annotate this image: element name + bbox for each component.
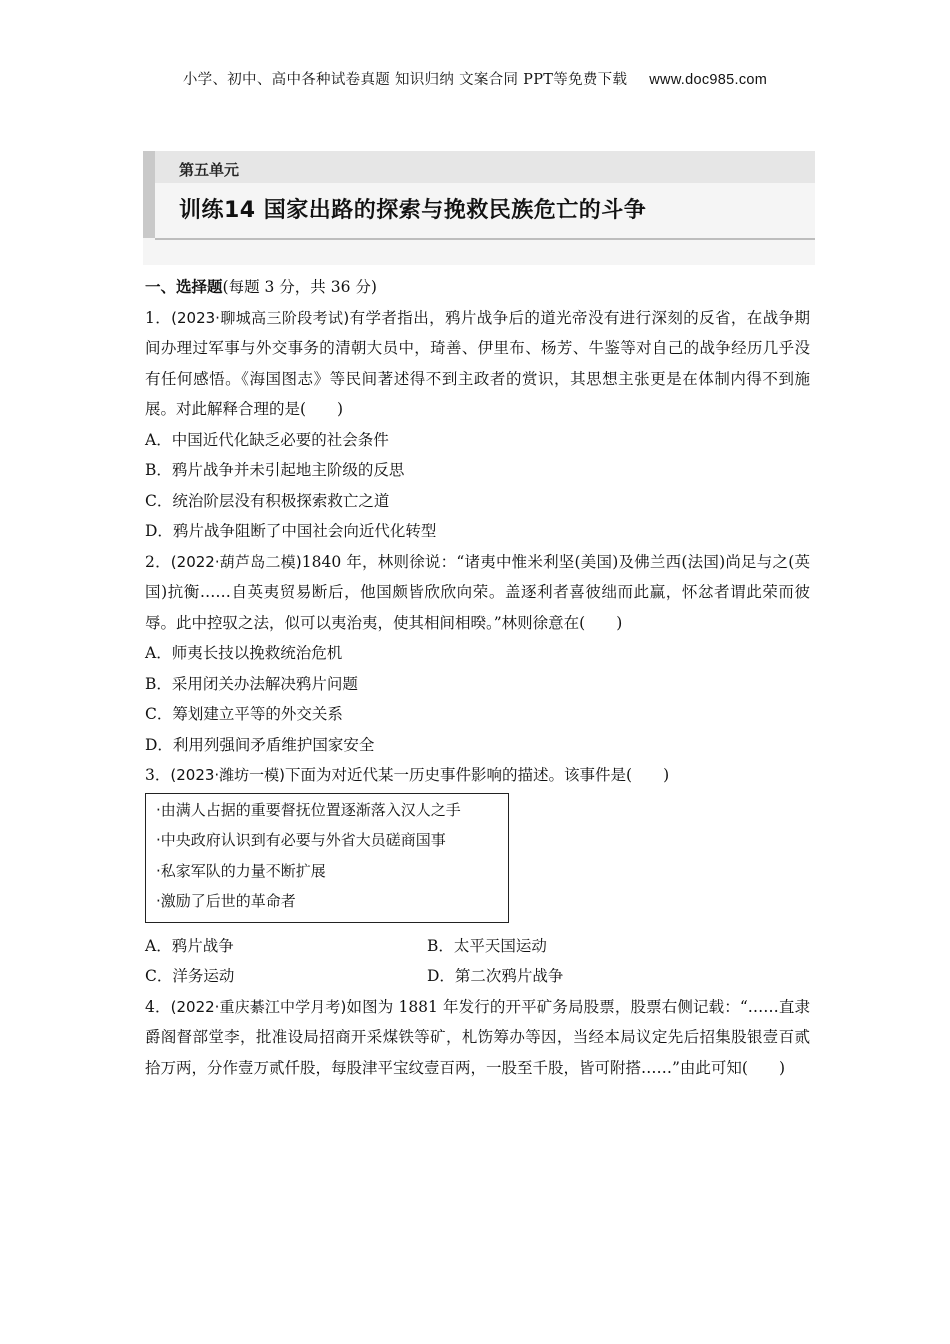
section-note: (每题 3 分，共 36 分) <box>222 278 377 296</box>
section-heading <box>145 272 810 303</box>
question-1-stem <box>145 303 810 425</box>
option-a: A．鸦片战争 <box>145 936 234 955</box>
banner-left-bar <box>143 151 155 238</box>
question-number: 1． <box>145 308 172 327</box>
options-row <box>145 961 810 992</box>
question-source: (2023·潍坊一模) <box>170 766 286 784</box>
event-description-box <box>145 793 509 923</box>
question-text: 1840 年，林则徐说：“诸夷中惟米利坚(美国)及佛兰西(法国)尚足与之(英国)抗衡……自英夷贸易断后，他国颇皆欣欣向荣。盖逐利者喜彼绌而此赢，怀忿者谓此荣而彼辱。此中控驭之法，似可以夷治夷，使其相间相暌。”林则徐意在( ) <box>145 552 810 632</box>
header-text: 小学、初中、高中各种试卷真题 知识归纳 文案合同 PPT等免费下载 <box>182 72 628 88</box>
question-text: 下面为对近代某一历史事件影响的描述。该事件是( ) <box>285 766 670 784</box>
header-url[interactable]: www.doc985.com <box>649 72 768 88</box>
option-d: D．利用列强间矛盾维护国家安全 <box>145 735 375 754</box>
question-source: (2023·聊城高三阶段考试) <box>171 308 350 327</box>
section-label: 一、选择题 <box>145 278 223 296</box>
question-4-stem <box>145 992 810 1084</box>
page-title: 训练14 国家出路的探索与挽救民族危亡的斗争 <box>179 198 647 223</box>
question-number: 3． <box>145 766 171 784</box>
question-text: 有学者指出，鸦片战争后的道光帝没有进行深刻的反省，在战争期间办理过军事与外交事务的清朝大员中，琦善、伊里布、杨芳、牛鉴等对自己的战争经历几乎没有任何感悟。《海国图志》等民间著述得不到主政者的赏识，其思想主张更是在体制内得不到施展。对此解释合理的是( ) <box>145 308 810 418</box>
box-line: ·私家军队的力量不断扩展 <box>156 861 326 880</box>
unit-banner <box>143 151 815 265</box>
option-c: C．统治阶层没有积极探索救亡之道 <box>145 491 390 510</box>
options-row <box>145 931 810 962</box>
option-b: B．太平天国运动 <box>427 936 547 955</box>
question-source: (2022·葫芦岛二模) <box>170 552 302 571</box>
option-d: D．第二次鸦片战争 <box>427 967 564 985</box>
document-body <box>145 272 810 1083</box>
box-line: ·中央政府认识到有必要与外省大员磋商国事 <box>156 831 446 849</box>
option-d: D．鸦片战争阻断了中国社会向近代化转型 <box>145 522 437 540</box>
question-2-stem <box>145 547 810 639</box>
option-b: B．鸦片战争并未引起地主阶级的反思 <box>145 461 405 479</box>
option-c: C．洋务运动 <box>145 967 235 985</box>
banner-underline <box>155 238 815 240</box>
option-a: A．中国近代化缺乏必要的社会条件 <box>145 430 389 449</box>
question-number: 2． <box>145 552 171 571</box>
unit-label: 第五单元 <box>179 161 240 179</box>
banner-top-strip <box>155 151 815 183</box>
option-a: A．师夷长技以挽救统治危机 <box>145 644 343 662</box>
page-header <box>0 68 950 89</box>
question-3-stem <box>145 760 810 791</box>
option-c: C．筹划建立平等的外交关系 <box>145 705 343 723</box>
question-source: (2022·重庆綦江中学月考) <box>170 997 347 1016</box>
box-line: ·激励了后世的革命者 <box>156 892 296 910</box>
box-line: ·由满人占据的重要督抚位置逐渐落入汉人之手 <box>156 800 461 819</box>
option-b: B．采用闭关办法解决鸦片问题 <box>145 674 358 693</box>
question-number: 4． <box>145 997 171 1016</box>
question-text: 如图为 1881 年发行的开平矿务局股票，股票右侧记载：“……直隶爵阁督部堂李，批准设局招商开采煤铁等矿，札饬筹办等因，当经本局议定先后招集股银壹百贰拾万两，分作壹万贰仟股，每股津平宝纹壹百两，一股至千股，皆可附搭……”由此可知( ) <box>145 997 810 1077</box>
